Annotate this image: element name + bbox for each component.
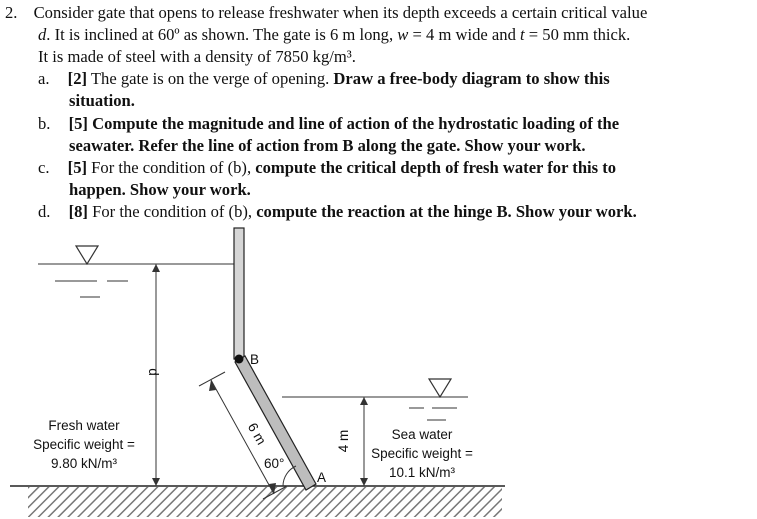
part-c-bold: compute the critical depth of fresh water for this to [255, 158, 617, 177]
part-d [38, 201, 637, 223]
dimension-d-arrow-top [152, 264, 160, 272]
label-a: A [317, 470, 327, 485]
part-c-letter: c. [38, 158, 50, 177]
fresh-water-level-icon [76, 246, 98, 264]
label-d: d [146, 368, 161, 376]
part-d-bold: compute the reaction at the hinge B. Show your work. [256, 202, 637, 221]
part-b-letter: b. [38, 114, 51, 133]
w-value: = 4 m wide and [408, 25, 521, 44]
part-a-cont: situation. [69, 91, 135, 110]
part-c-marks: [5] [67, 158, 88, 177]
var-t: t [520, 25, 525, 44]
sea-water-label: Sea water [391, 427, 453, 442]
intro-text-2: . It is inclined at 60º as shown. The gate is 6 m long, [46, 25, 398, 44]
dimension-6m-arrow-top [209, 380, 216, 391]
part-d-marks: [8] [68, 202, 88, 221]
intro-text-3: It is made of steel with a density of 7850 kg/m³. [38, 47, 356, 66]
gate-figure [0, 222, 757, 519]
question-line-1 [5, 2, 647, 24]
question-line-3 [38, 46, 356, 68]
part-a [38, 68, 610, 90]
part-c [38, 157, 616, 179]
dimension-4m-arrow-bottom [360, 478, 368, 486]
label-4m: 4 m [336, 429, 351, 453]
fresh-water-weight-label: Specific weight = [33, 437, 135, 452]
dimension-4m-arrow-top [360, 397, 368, 405]
question-number: 2. [5, 3, 18, 22]
part-d-letter: d. [38, 202, 51, 221]
label-6m: 6 m [244, 420, 270, 448]
part-d-plain: For the condition of (b), [87, 202, 257, 221]
part-c-plain: For the condition of (b), [87, 158, 256, 177]
part-a-letter: a. [38, 69, 50, 88]
hinge-b [235, 355, 244, 364]
var-w: w [397, 25, 409, 44]
fresh-water-label: Fresh water [48, 418, 120, 433]
intro-text-1: Consider gate that opens to release freshwater when its depth exceeds a certain critical value [33, 3, 648, 22]
sea-water-weight-label: Specific weight = [371, 446, 473, 461]
t-value: = 50 mm thick. [524, 25, 631, 44]
question-line-2 [38, 24, 630, 46]
part-c-cont: happen. Show your work. [69, 180, 251, 199]
part-b [38, 113, 619, 135]
part-b-marks: [5] Compute the magnitude and line of action of the hydrostatic loading of the [68, 114, 620, 133]
part-a-plain: The gate is on the verge of opening. [87, 69, 334, 88]
sea-water-weight-value: 10.1 kN/m³ [388, 465, 456, 480]
ground-hatch [28, 487, 502, 517]
var-d: d [38, 25, 47, 44]
fresh-water-weight-value: 9.80 kN/m³ [50, 456, 118, 471]
vertical-post [234, 228, 244, 359]
part-a-bold: Draw a free-body diagram to show this [333, 69, 610, 88]
label-b: B [250, 352, 260, 367]
part-a-marks: [2] [67, 69, 88, 88]
part-b-cont: seawater. Refer the line of action from B along the gate. Show your work. [69, 136, 586, 155]
dimension-d-arrow-bottom [152, 478, 160, 486]
sea-water-level-icon [429, 379, 451, 397]
label-angle: 60° [264, 456, 285, 471]
